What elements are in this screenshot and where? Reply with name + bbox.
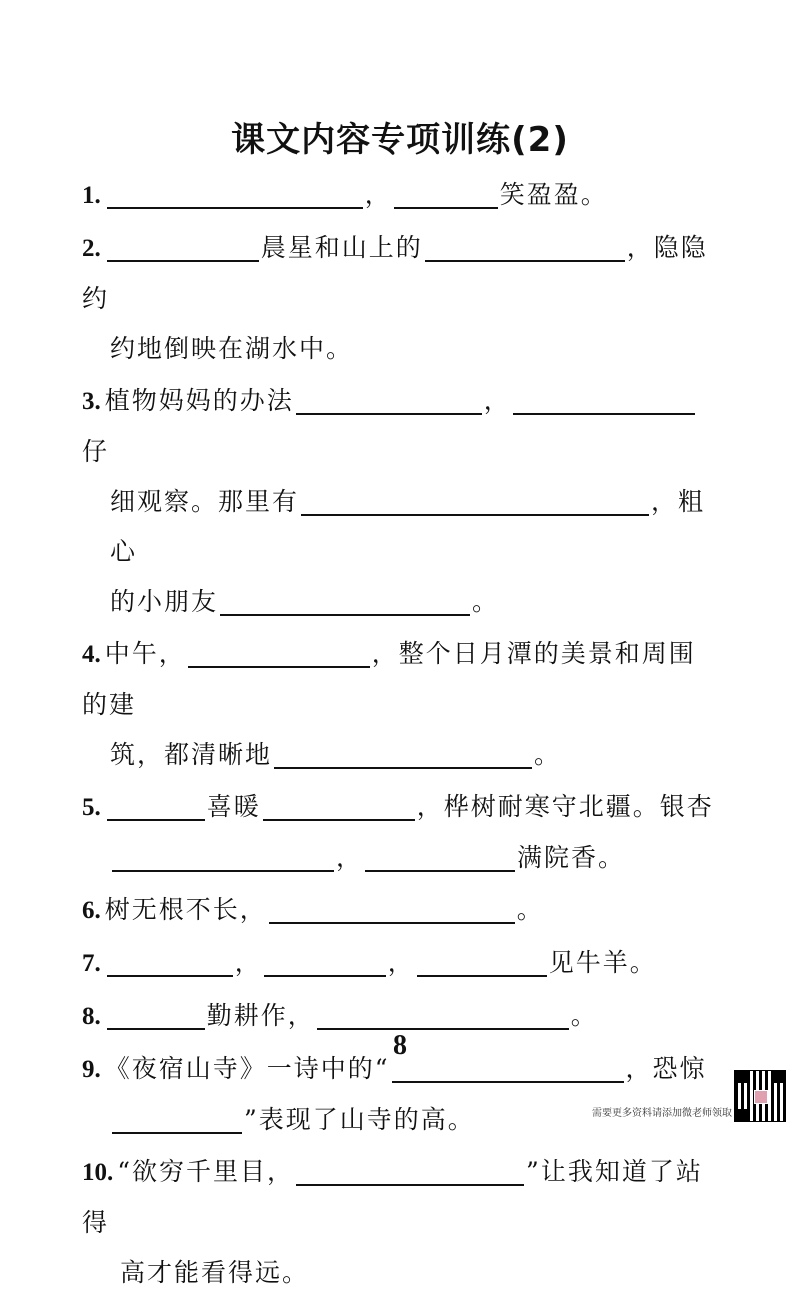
- question-text: ，粗心: [110, 487, 706, 566]
- question-text: 勤耕作，: [206, 1001, 315, 1030]
- question-7: [82, 938, 722, 989]
- question-text: ”让我知道了站得: [82, 1157, 703, 1237]
- question-number: 9.: [82, 1056, 101, 1083]
- blank-field[interactable]: [107, 1000, 205, 1030]
- blank-field[interactable]: [107, 179, 363, 209]
- qr-code-icon: [734, 1070, 786, 1122]
- question-number: 7.: [82, 950, 101, 977]
- question-9-continued: [82, 1095, 722, 1145]
- blank-field[interactable]: [425, 232, 625, 262]
- question-3-continued: [82, 577, 722, 627]
- blank-field[interactable]: [107, 232, 259, 262]
- question-1: [82, 170, 722, 221]
- question-10-continued: [82, 1248, 722, 1298]
- blank-field[interactable]: [263, 791, 415, 821]
- question-text: ，整个日月潭的美景和周围的建: [82, 639, 696, 719]
- blank-field[interactable]: [188, 638, 370, 668]
- blank-field[interactable]: [264, 947, 386, 977]
- question-text: 的小朋友: [110, 587, 219, 616]
- blank-field[interactable]: [220, 586, 470, 616]
- question-4-continued: [82, 730, 722, 780]
- question-5: [82, 782, 722, 833]
- question-text: 中午，: [104, 639, 186, 668]
- question-text: 仔: [82, 437, 110, 466]
- page-number: 8: [393, 1030, 407, 1061]
- question-3: [82, 376, 722, 477]
- question-text: 高才能看得远。: [120, 1258, 310, 1287]
- blank-field[interactable]: [274, 739, 532, 769]
- question-4: [82, 629, 722, 730]
- blank-field[interactable]: [296, 385, 482, 415]
- question-text: ”表现了山寺的高。: [244, 1105, 475, 1134]
- blank-field[interactable]: [417, 947, 547, 977]
- blank-field[interactable]: [107, 947, 233, 977]
- blank-field[interactable]: [112, 842, 334, 872]
- blank-field[interactable]: [107, 791, 205, 821]
- exercise-list: [82, 170, 722, 1298]
- question-text: 。: [472, 587, 500, 616]
- question-number: 5.: [82, 794, 101, 821]
- question-text: 。: [534, 740, 562, 769]
- blank-field[interactable]: [394, 179, 498, 209]
- question-number: 6.: [82, 897, 101, 924]
- blank-field[interactable]: [112, 1104, 242, 1134]
- question-text: ，恐惊: [625, 1054, 707, 1083]
- blank-field[interactable]: [301, 486, 649, 516]
- question-text: 筑，都清晰地: [110, 740, 273, 769]
- question-text: ，桦树耐寒守北疆。银杏: [416, 792, 714, 821]
- blank-field[interactable]: [317, 1000, 569, 1030]
- question-text: 细观察。那里有: [110, 487, 300, 516]
- question-text: 。: [570, 1001, 598, 1030]
- question-text: 见牛羊。: [548, 948, 657, 977]
- question-2: [82, 223, 722, 324]
- question-text: 。: [516, 895, 544, 924]
- blank-field[interactable]: [513, 385, 695, 415]
- blank-field[interactable]: [269, 894, 515, 924]
- page-title: 课文内容专项训练(2): [231, 120, 569, 160]
- blank-field[interactable]: [296, 1156, 524, 1186]
- question-number: 2.: [82, 235, 101, 262]
- question-text: “欲穷千里目，: [117, 1157, 295, 1186]
- question-text: 喜暖: [206, 792, 261, 821]
- question-text: 《夜宿山寺》一诗中的“: [104, 1054, 390, 1083]
- question-text: 约地倒映在湖水中。: [110, 334, 354, 363]
- question-number: 1.: [82, 182, 101, 209]
- footer-note: 需要更多资料请添加微老师领取: [592, 1108, 732, 1119]
- question-text: ，: [483, 386, 511, 415]
- question-text: 满院香。: [517, 843, 626, 872]
- question-text: 笑盈盈。: [499, 180, 608, 209]
- blank-field[interactable]: [365, 842, 515, 872]
- question-text: 树无根不长，: [104, 895, 267, 924]
- question-10: [82, 1147, 722, 1248]
- question-text: ，: [364, 180, 392, 209]
- question-2-continued: [82, 324, 722, 374]
- question-text: ，: [234, 948, 262, 977]
- question-text: ，: [336, 843, 364, 872]
- question-text: ，隐隐约: [82, 233, 708, 313]
- question-5-continued: [82, 833, 722, 883]
- question-text: 植物妈妈的办法: [104, 386, 294, 415]
- question-text: ，: [387, 948, 415, 977]
- question-number: 8.: [82, 1003, 101, 1030]
- question-number: 10.: [82, 1159, 114, 1186]
- question-text: 晨星和山上的: [260, 233, 423, 262]
- question-6: [82, 885, 722, 936]
- qr-avatar-icon: [754, 1090, 768, 1104]
- question-3-continued: [82, 477, 722, 577]
- question-number: 4.: [82, 641, 101, 668]
- question-number: 3.: [82, 388, 101, 415]
